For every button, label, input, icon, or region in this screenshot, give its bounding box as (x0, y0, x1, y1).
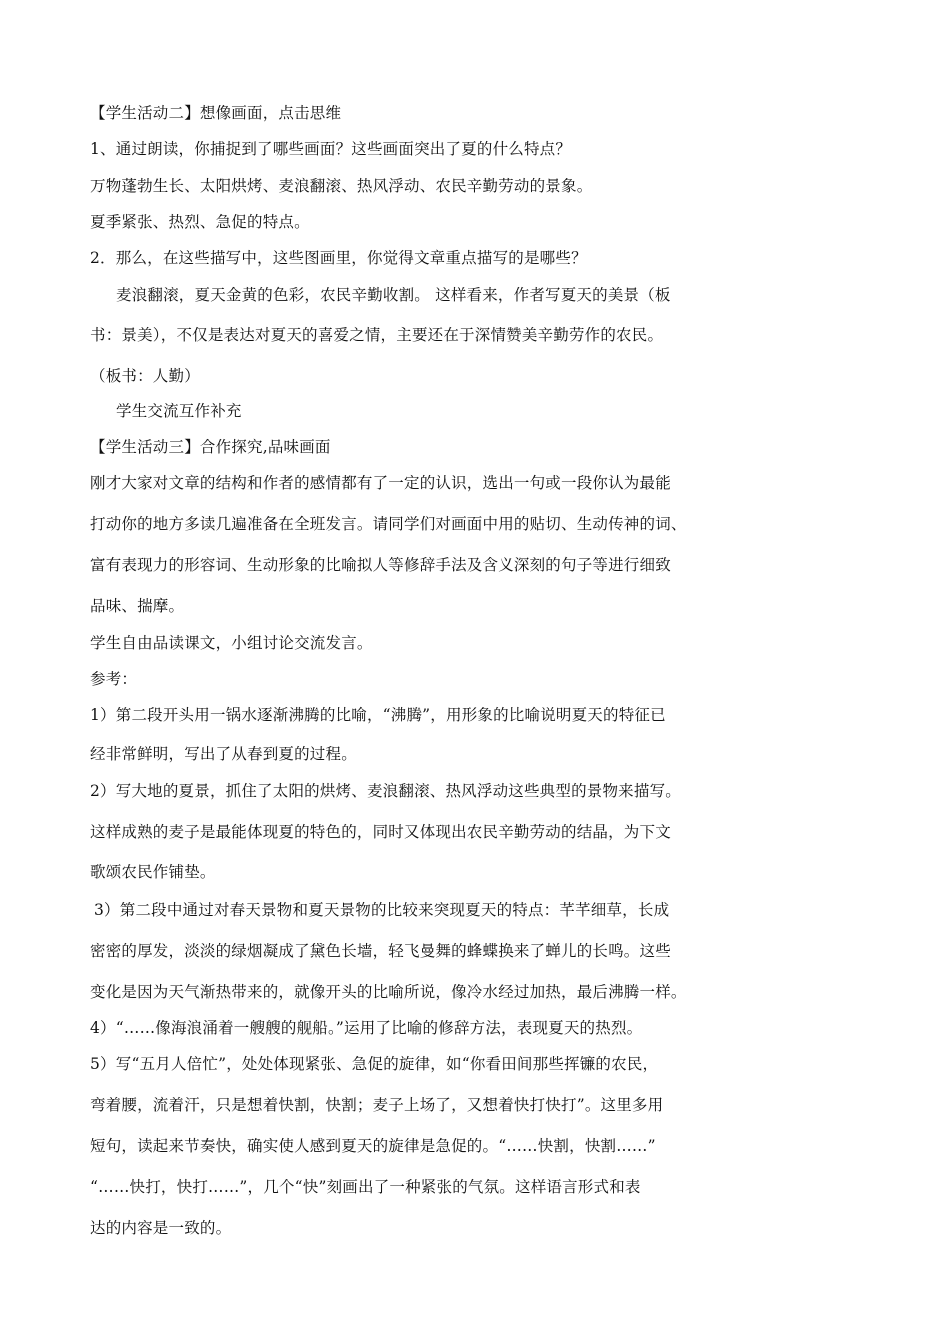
paragraph-line-3: 富有表现力的形容词、生动形象的比喻拟人等修辞手法及含义深刻的句子等进行细致 (90, 556, 671, 574)
reference-1-line-1: 1）第二段开头用一锅水逐渐沸腾的比喻，“沸腾”，用形象的比喻说明夏天的特征已 (90, 706, 666, 724)
reference-5-line-3: 短句，读起来节奏快，确实使人感到夏天的旋律是急促的。“……快割，快割……” (90, 1137, 656, 1155)
heading-activity-three: 【学生活动三】合作探究,品味画面 (90, 438, 331, 456)
student-reading: 学生自由品读课文，小组讨论交流发言。 (90, 634, 373, 652)
answer-1-line-2: 夏季紧张、热烈、急促的特点。 (90, 213, 310, 231)
paragraph-line-4: 品味、揣摩。 (90, 597, 185, 615)
paragraph-line-2: 打动你的地方多读几遍准备在全班发言。请同学们对画面中用的贴切、生动传神的词、 (90, 515, 687, 533)
reference-5-line-4: “……快打，快打……”，几个“快”刻画出了一种紧张的气氛。这样语言形式和表 (90, 1178, 641, 1196)
board-note: （板书：人勤） (90, 367, 200, 385)
reference-2-line-3: 歌颂农民作铺垫。 (90, 863, 216, 881)
answer-2-line-2: 书：景美），不仅是表达对夏天的喜爱之情，主要还在于深情赞美辛勤劳作的农民。 (90, 326, 664, 344)
reference-5-line-1: 5）写“五月人倍忙”，处处体现紧张、急促的旋律，如“你看田间那些挥镰的农民， (90, 1055, 659, 1073)
reference-label: 参考： (90, 670, 138, 688)
answer-1-line-1: 万物蓬勃生长、太阳烘烤、麦浪翻滚、热风浮动、农民辛勤劳动的景象。 (90, 177, 593, 195)
reference-4: 4）“……像海浪涌着一艘艘的舰船。”运用了比喻的修辞方法，表现夏天的热烈。 (90, 1019, 643, 1037)
reference-3-line-1: 3）第二段中通过对春天景物和夏天景物的比较来突现夏天的特点：芊芊细草，长成 (94, 901, 670, 919)
reference-2-line-1: 2）写大地的夏景，抓住了太阳的烘烤、麦浪翻滚、热风浮动这些典型的景物来描写。 (90, 782, 681, 800)
reference-1-line-2: 经非常鲜明，写出了从春到夏的过程。 (90, 745, 357, 763)
paragraph-line-1: 刚才大家对文章的结构和作者的感情都有了一定的认识，选出一句或一段你认为最能 (90, 474, 671, 492)
heading-activity-two: 【学生活动二】想像画面，点击思维 (90, 104, 342, 122)
question-2: 2．那么，在这些描写中，这些图画里，你觉得文章重点描写的是哪些？ (90, 249, 587, 267)
reference-5-line-5: 达的内容是一致的。 (90, 1219, 232, 1237)
answer-2-line-1: 麦浪翻滚，夏天金黄的色彩，农民辛勤收割。 这样看来，作者写夏天的美景（板 (116, 286, 671, 304)
student-exchange: 学生交流互作补充 (116, 402, 242, 420)
reference-2-line-2: 这样成熟的麦子是最能体现夏的特色的，同时又体现出农民辛勤劳动的结晶，为下文 (90, 823, 671, 841)
reference-3-line-3: 变化是因为天气渐热带来的，就像开头的比喻所说，像冷水经过加热，最后沸腾一样。 (90, 983, 687, 1001)
question-1: 1、通过朗读，你捕捉到了哪些画面？这些画面突出了夏的什么特点？ (90, 140, 572, 158)
reference-5-line-2: 弯着腰，流着汗，只是想着快割，快割；麦子上场了，又想着快打快打”。这里多用 (90, 1096, 664, 1114)
reference-3-line-2: 密密的厚发，淡淡的绿烟凝成了黛色长墙，轻飞曼舞的蜂蝶换来了蝉儿的长鸣。这些 (90, 942, 671, 960)
